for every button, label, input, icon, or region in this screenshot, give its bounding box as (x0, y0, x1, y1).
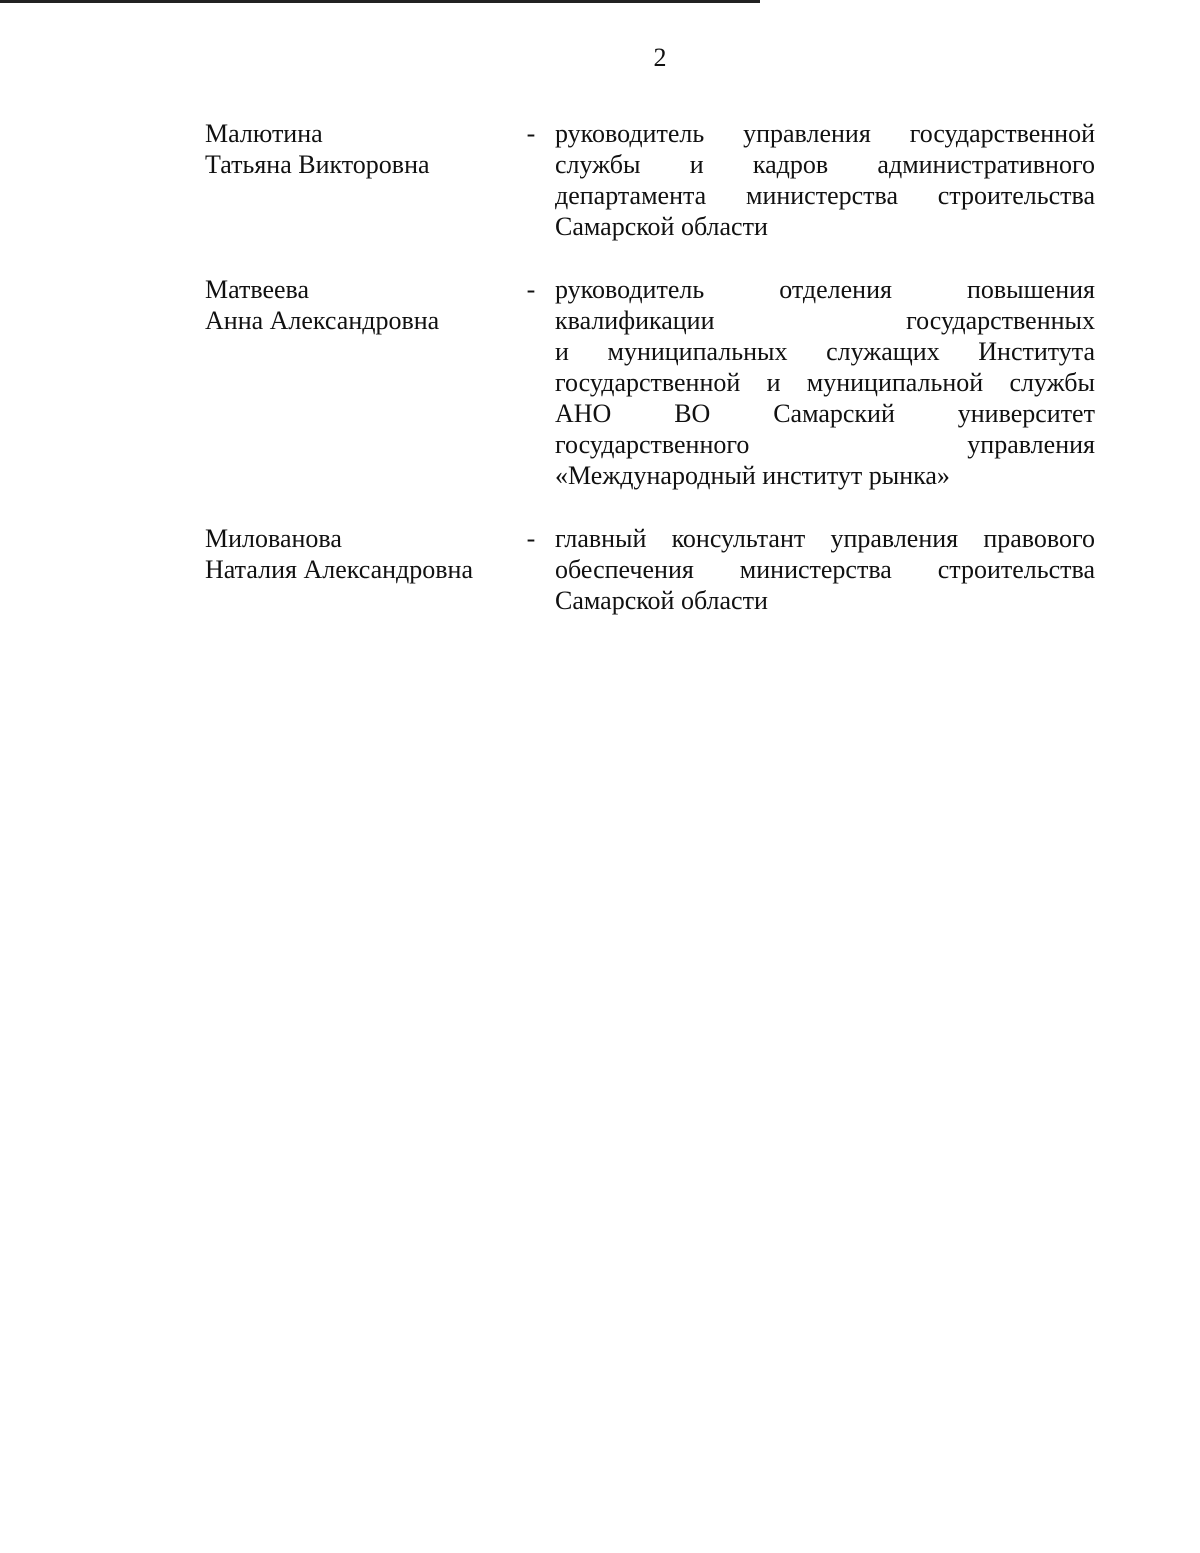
position-line (555, 180, 1095, 211)
member-given-names: Анна Александровна (205, 306, 440, 335)
word: отделения (779, 275, 892, 304)
word: муниципальных (607, 337, 788, 366)
word: государственной (555, 368, 741, 397)
word: управления (830, 524, 959, 553)
word: и (689, 150, 704, 179)
word: обеспечения (555, 555, 694, 584)
word: и (555, 337, 569, 366)
word: строительства (937, 555, 1095, 584)
word: кадров (752, 150, 829, 179)
position-line (555, 305, 1095, 336)
position-line (555, 149, 1095, 180)
member-entry (205, 118, 1095, 242)
member-position (555, 118, 1095, 242)
word: управления (743, 119, 871, 148)
word: строительства (937, 181, 1095, 210)
member-name (205, 118, 505, 242)
word: муниципальной (806, 368, 984, 397)
member-position (555, 274, 1095, 491)
word: руководитель (555, 119, 705, 148)
word: административного (877, 150, 1095, 179)
position-line: «Международный институт рынка» (555, 461, 950, 490)
word: руководитель (555, 275, 705, 304)
word: консультант (671, 524, 806, 553)
top-scan-border (0, 0, 760, 3)
position-line (555, 367, 1095, 398)
dash-separator: - (526, 275, 536, 304)
member-given-names: Наталия Александровна (205, 555, 473, 584)
word: квалификации (555, 306, 715, 335)
member-given-names: Татьяна Викторовна (205, 150, 430, 179)
member-position (555, 523, 1095, 616)
dash-separator: - (526, 524, 536, 553)
word: правового (983, 524, 1095, 553)
word: повышения (966, 275, 1095, 304)
member-entry (205, 523, 1095, 616)
position-line (555, 118, 1095, 149)
member-surname: Милованова (205, 524, 342, 553)
word: главный (555, 524, 647, 553)
member-surname: Матвеева (205, 275, 310, 304)
word: АНО (555, 399, 612, 428)
position-line (555, 554, 1095, 585)
dash-separator: - (526, 119, 536, 148)
member-surname: Малютина (205, 119, 323, 148)
position-line (555, 429, 1095, 460)
word: университет (957, 399, 1095, 428)
member-entry (205, 274, 1095, 491)
word: ВО (674, 399, 711, 428)
word: Самарский (773, 399, 895, 428)
word: департамента (555, 181, 707, 210)
member-list (205, 118, 1095, 616)
member-name (205, 274, 505, 491)
word: министерства (745, 181, 898, 210)
word: Института (978, 337, 1095, 366)
word: государственного (555, 430, 750, 459)
word: службы (1009, 368, 1095, 397)
position-line: Самарской области (555, 212, 768, 241)
word: государственных (906, 306, 1095, 335)
member-name (205, 523, 505, 616)
word: и (766, 368, 781, 397)
word: служащих (826, 337, 940, 366)
position-line (555, 398, 1095, 429)
word: министерства (739, 555, 892, 584)
position-line (555, 336, 1095, 367)
position-line: Самарской области (555, 586, 768, 615)
page-number: 2 (653, 43, 667, 72)
position-line (555, 274, 1095, 305)
word: государственной (909, 119, 1095, 148)
word: службы (555, 150, 641, 179)
position-line (555, 523, 1095, 554)
word: управления (967, 430, 1095, 459)
